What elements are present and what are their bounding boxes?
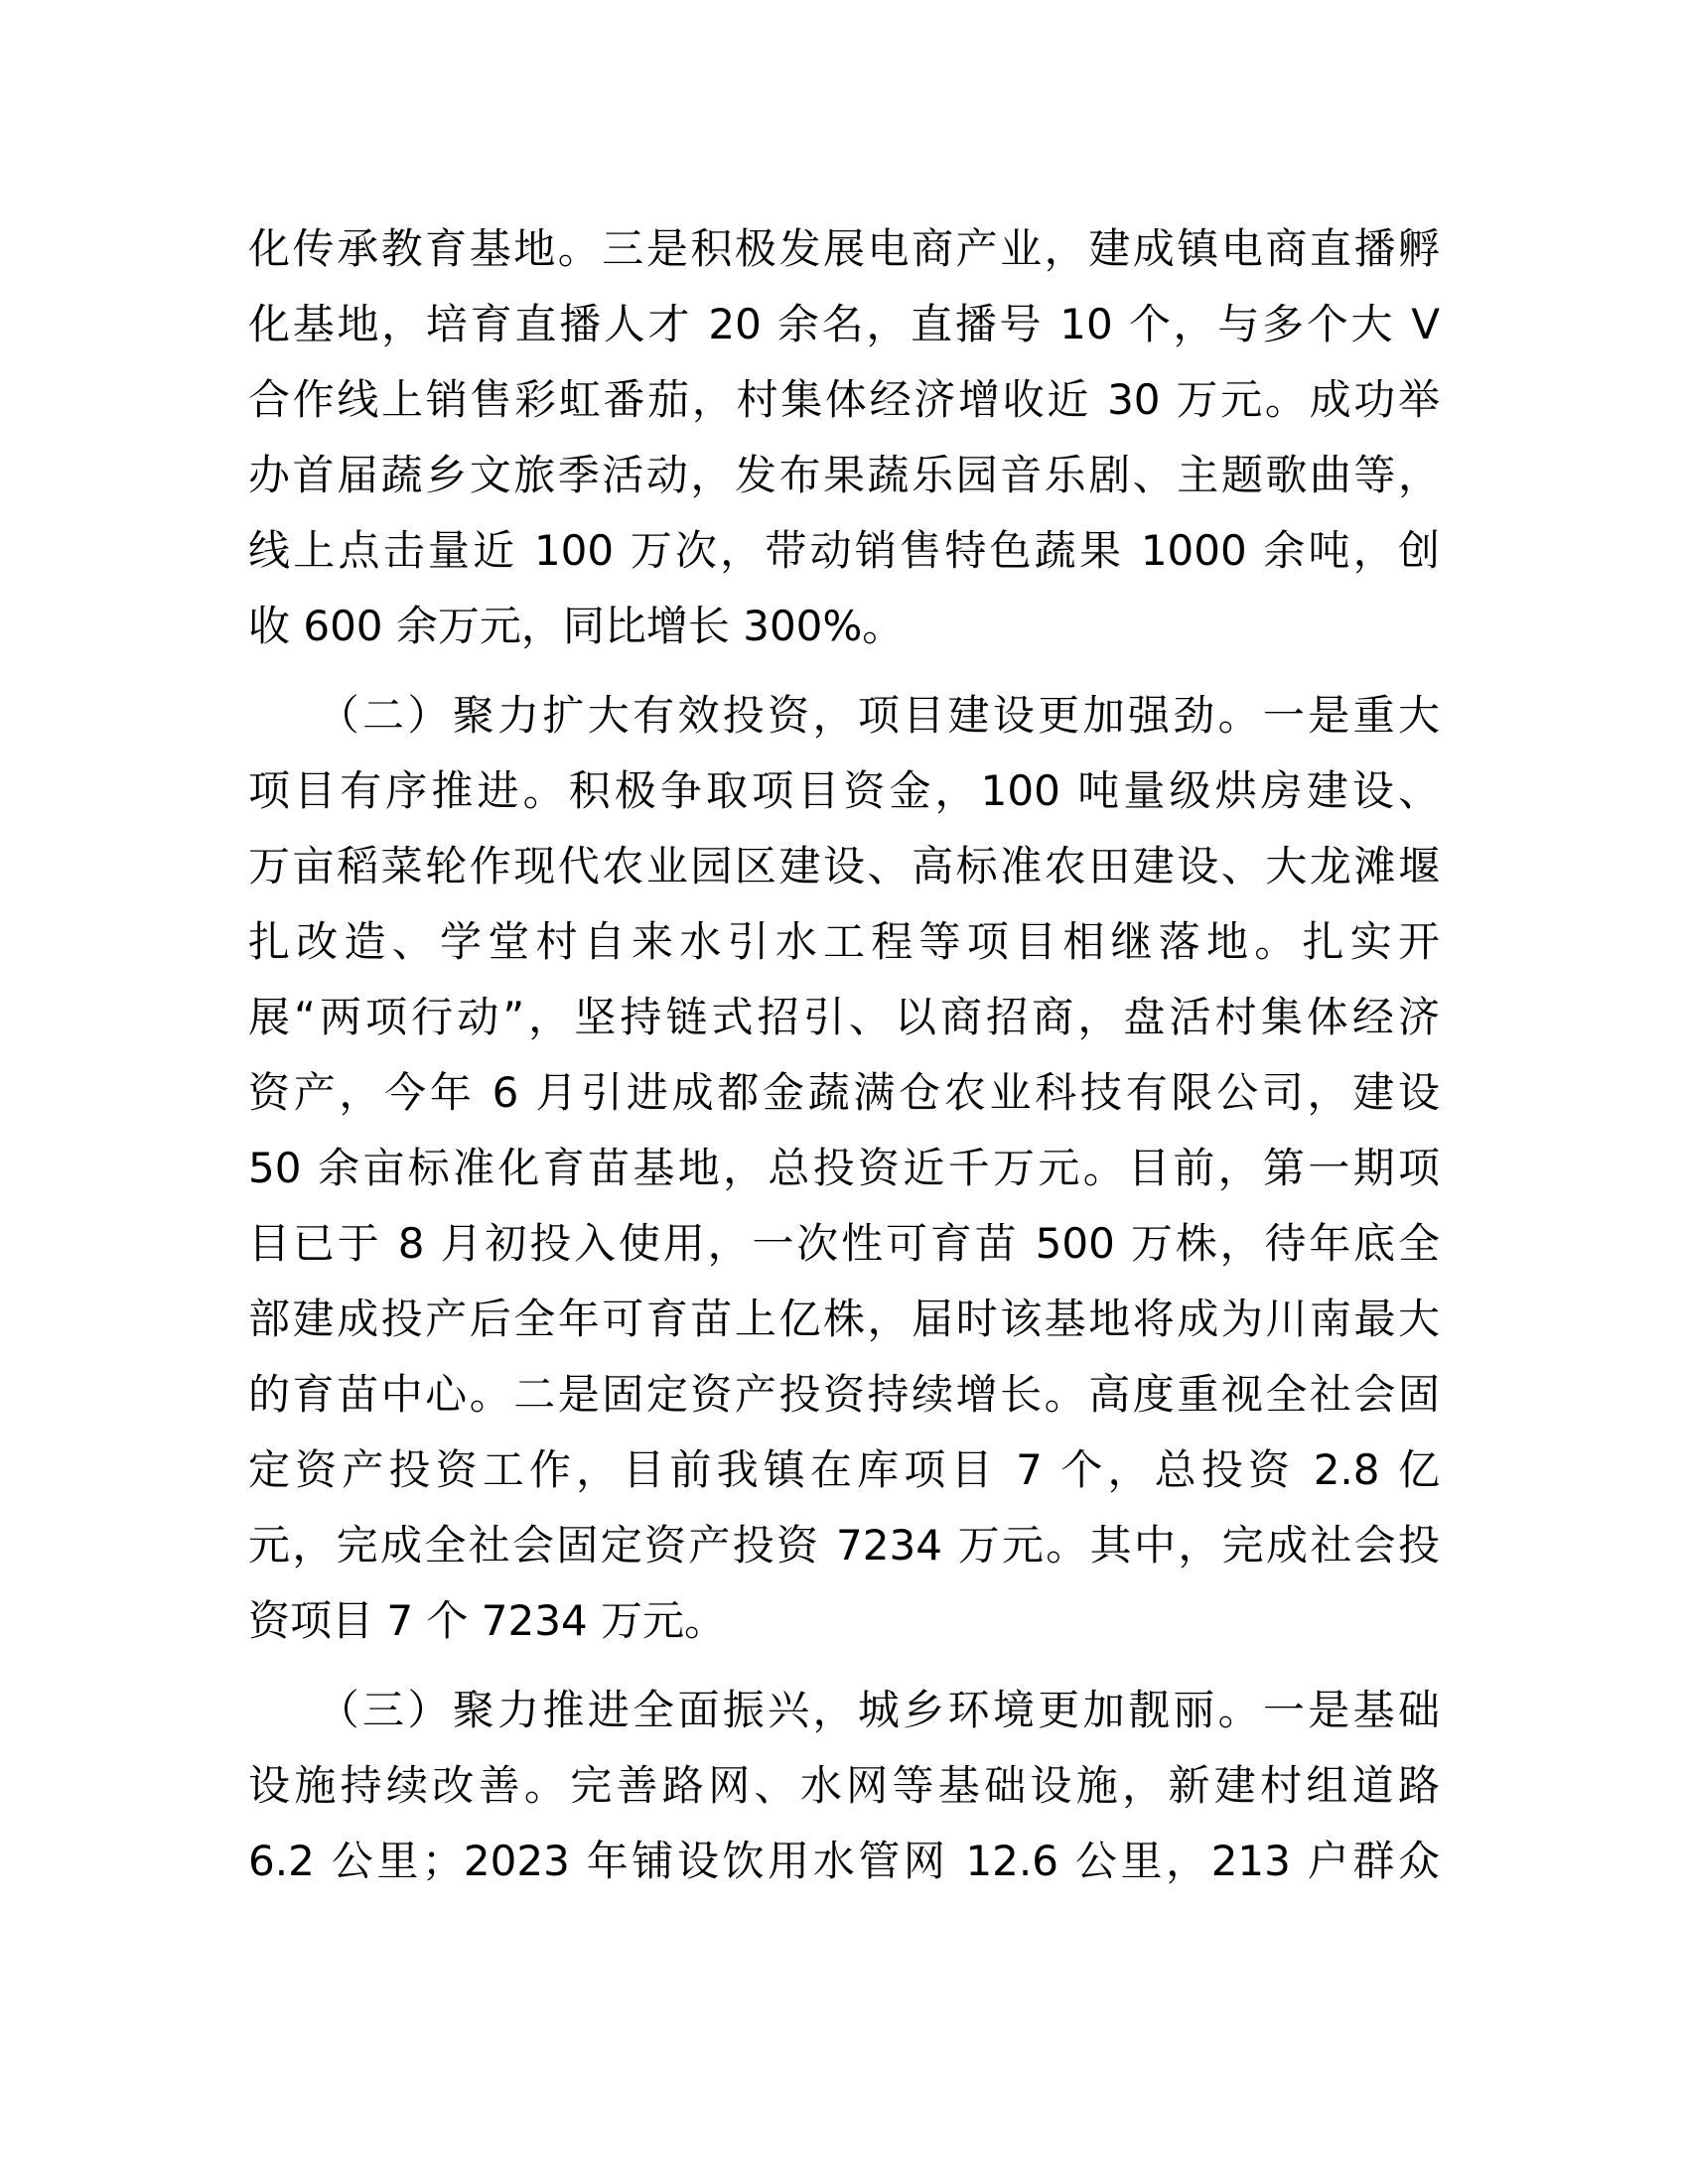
section-heading-line: （二）聚力扩大有效投资，项目建设更加强劲。一是重大 xyxy=(248,691,1440,740)
text-line: 展“两项行动”，坚持链式招引、以商招商，盘活村集体经济 xyxy=(248,993,1440,1041)
text-line: 线上点击量近 100 万次，带动销售特色蔬果 1000 余吨，创 xyxy=(248,526,1440,575)
section-heading-line: （三）聚力推进全面振兴，城乡环境更加靓丽。一是基础 xyxy=(248,1686,1440,1734)
text-line: 扎改造、学堂村自来水引水工程等项目相继落地。扎实开 xyxy=(248,917,1440,966)
text-line: 万亩稻菜轮作现代农业园区建设、高标准农田建设、大龙滩堰 xyxy=(248,842,1440,890)
text-line: 化基地，培育直播人才 20 余名，直播号 10 个，与多个大 V xyxy=(248,300,1440,348)
text-line: 的育苗中心。二是固定资产投资持续增长。高度重视全社会固 xyxy=(248,1370,1440,1419)
text-line: 目已于 8 月初投入使用，一次性可育苗 500 万株，待年底全 xyxy=(248,1219,1440,1268)
text-line: 化传承教育基地。三是积极发展电商产业，建成镇电商直播孵 xyxy=(248,224,1440,273)
text-line: 资项目 7 个 7234 万元。 xyxy=(248,1596,727,1645)
paragraph-revitalization xyxy=(248,1673,1440,1899)
text-line: 部建成投产后全年可育苗上亿株，届时该基地将成为川南最大 xyxy=(248,1295,1440,1343)
text-line: 办首届蔬乡文旅季活动，发布果蔬乐园音乐剧、主题歌曲等， xyxy=(248,451,1440,499)
paragraph-investment xyxy=(248,678,1440,1659)
text-line: 合作线上销售彩虹番茄，村集体经济增收近 30 万元。成功举 xyxy=(248,375,1440,424)
paragraph-gap xyxy=(248,664,1440,678)
text-line: 收 600 余万元，同比增长 300%。 xyxy=(248,602,905,650)
text-line: 定资产投资工作，目前我镇在库项目 7 个，总投资 2.8 亿 xyxy=(248,1445,1440,1494)
text-line: 元，完成全社会固定资产投资 7234 万元。其中，完成社会投 xyxy=(248,1521,1440,1570)
text-line: 50 余亩标准化育苗基地，总投资近千万元。目前，第一期项 xyxy=(248,1144,1440,1192)
text-line: 6.2 公里；2023 年铺设饮用水管网 12.6 公里，213 户群众 xyxy=(248,1837,1440,1885)
text-line: 设施持续改善。完善路网、水网等基础设施，新建村组道路 xyxy=(248,1761,1440,1810)
text-line: 资产，今年 6 月引进成都金蔬满仓农业科技有限公司，建设 xyxy=(248,1068,1440,1117)
paragraph-ecommerce xyxy=(248,211,1440,664)
paragraph-gap xyxy=(248,1659,1440,1673)
document-body xyxy=(248,211,1440,1899)
text-line: 项目有序推进。积极争取项目资金，100 吨量级烘房建设、 xyxy=(248,766,1440,815)
